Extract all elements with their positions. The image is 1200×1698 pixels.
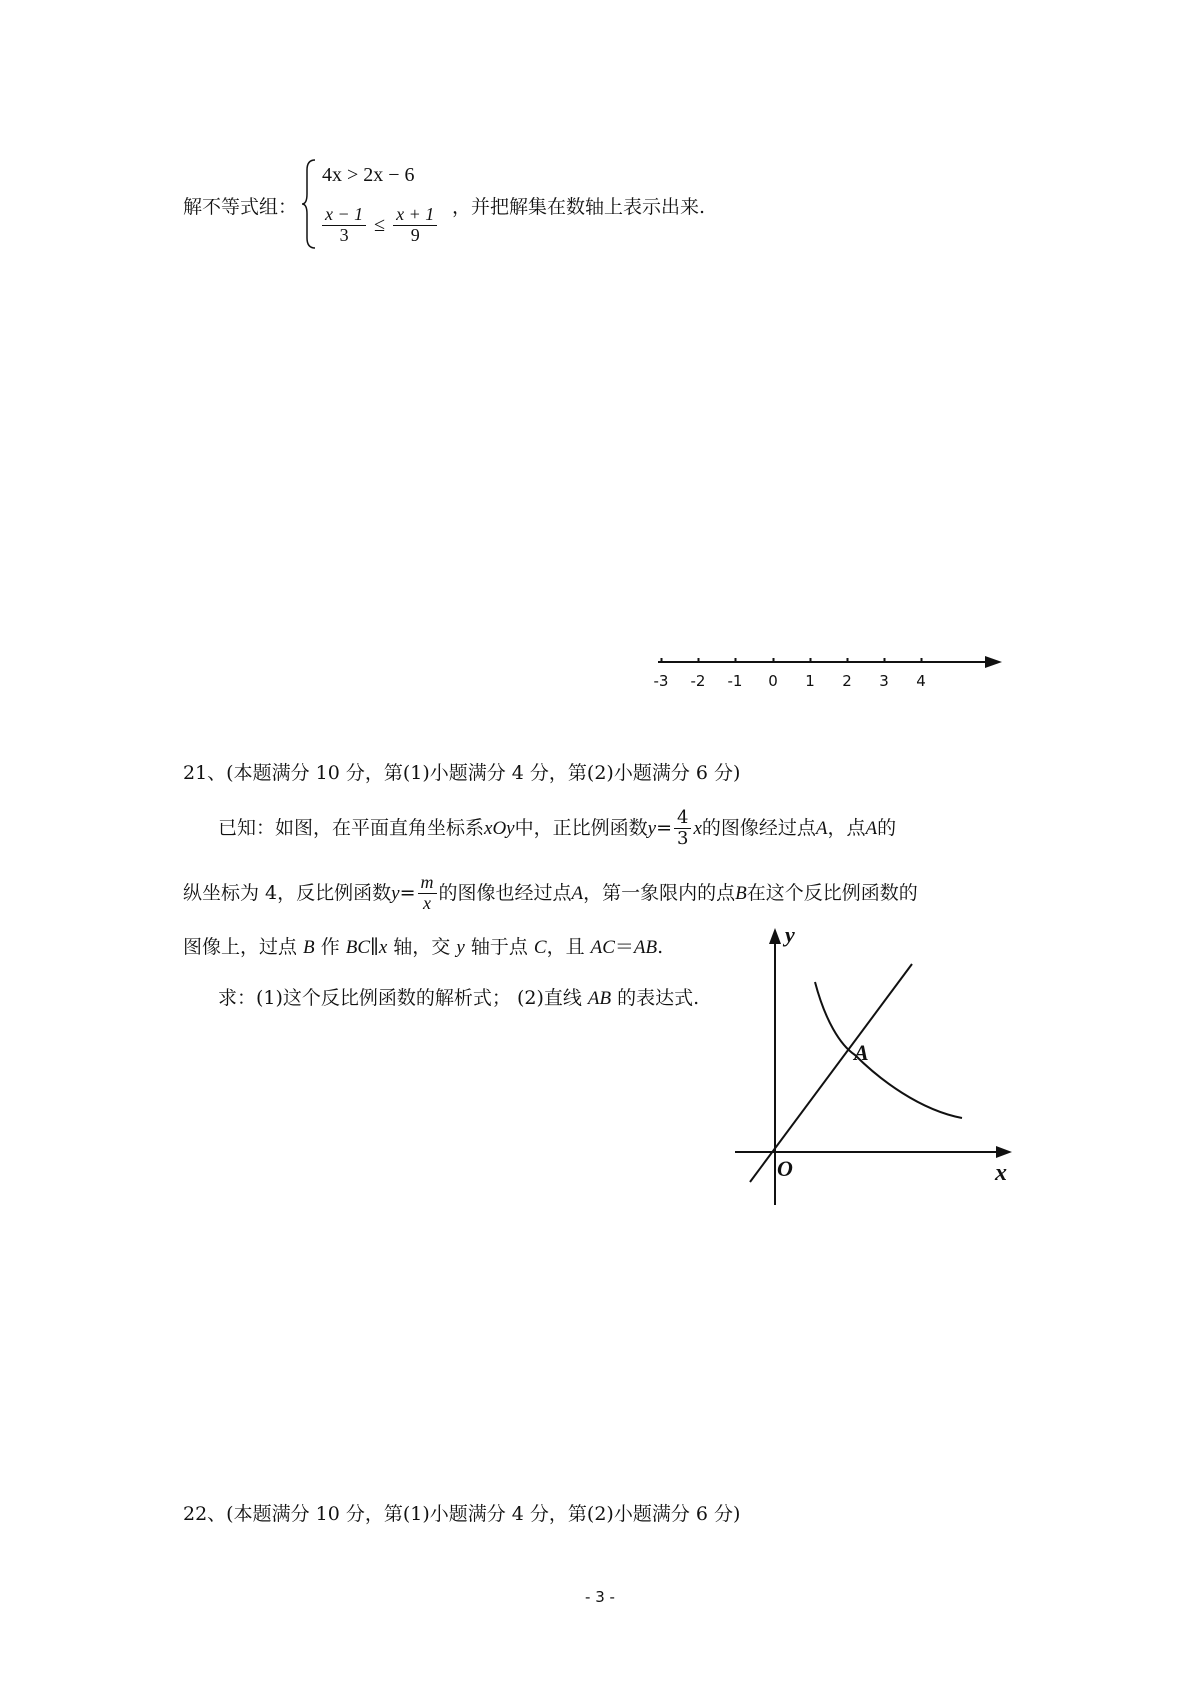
q21-line-3: 图像上，过点 B 作 BC∥x 轴，交 y 轴于点 C，且 AC＝AB. xyxy=(183,936,664,958)
q21-line-4: 求：(1)这个反比例函数的解析式； (2)直线 AB 的表达式. xyxy=(218,987,700,1009)
label-x: x xyxy=(995,1160,1007,1186)
inverse-proportion-curve xyxy=(815,982,962,1118)
q20-prefix: 解不等式组： xyxy=(183,196,298,218)
tick-label: 2 xyxy=(842,672,852,690)
ineq2-left-den: 3 xyxy=(339,224,349,245)
system-brace xyxy=(301,158,317,250)
label-y: y xyxy=(785,922,795,947)
ineq2-right-den: 9 xyxy=(410,224,420,245)
ineq2-left-num: x − 1 xyxy=(325,204,364,224)
q22-header: 22、(本题满分 10 分，第(1)小题满分 4 分，第(2)小题满分 6 分) xyxy=(183,1503,741,1525)
inverse-ratio-fraction: $\frac{m}{x}$ xyxy=(418,873,437,914)
q21-line-2: 纵坐标为 4，反比例函数 y = $\frac{m}{x}$ 的图像也经过点 A ，第一象限内的点 B 在这个反比例函数的 xyxy=(183,872,918,913)
label-point-a: A xyxy=(854,1040,869,1065)
tick-label: 1 xyxy=(805,672,815,690)
ineq2-right-fraction xyxy=(393,205,437,246)
q21-header: 21、(本题满分 10 分，第(1)小题满分 4 分，第(2)小题满分 6 分) xyxy=(183,762,741,784)
tick-label: 0 xyxy=(768,672,778,690)
ineq2-right-num: x + 1 xyxy=(396,204,435,224)
direct-ratio-coefficient: $\frac{4}{3}$ xyxy=(674,808,691,849)
ineq2-left-fraction xyxy=(322,205,366,246)
page-number: - 3 - xyxy=(585,1588,615,1606)
inequality-2 xyxy=(320,205,439,246)
number-line xyxy=(640,650,1010,700)
tick-label: -1 xyxy=(727,672,743,690)
inequality-1: 4x > 2x − 6 xyxy=(322,164,415,186)
label-origin: O xyxy=(777,1156,793,1181)
tick-label: -2 xyxy=(690,672,706,690)
ineq2-operator: ≤ xyxy=(374,213,386,236)
tick-label: -3 xyxy=(653,672,669,690)
coordinate-figure xyxy=(730,920,1020,1210)
tick-label: 4 xyxy=(916,672,926,690)
tick-label: 3 xyxy=(879,672,889,690)
q21-line-1: 已知：如图，在平面直角坐标系 xOy 中，正比例函数 y = $\frac{4}{3}$ x 的图像经过点 A ，点 A 的 xyxy=(218,807,897,849)
q20-suffix: ，并把解集在数轴上表示出来. xyxy=(452,196,706,218)
